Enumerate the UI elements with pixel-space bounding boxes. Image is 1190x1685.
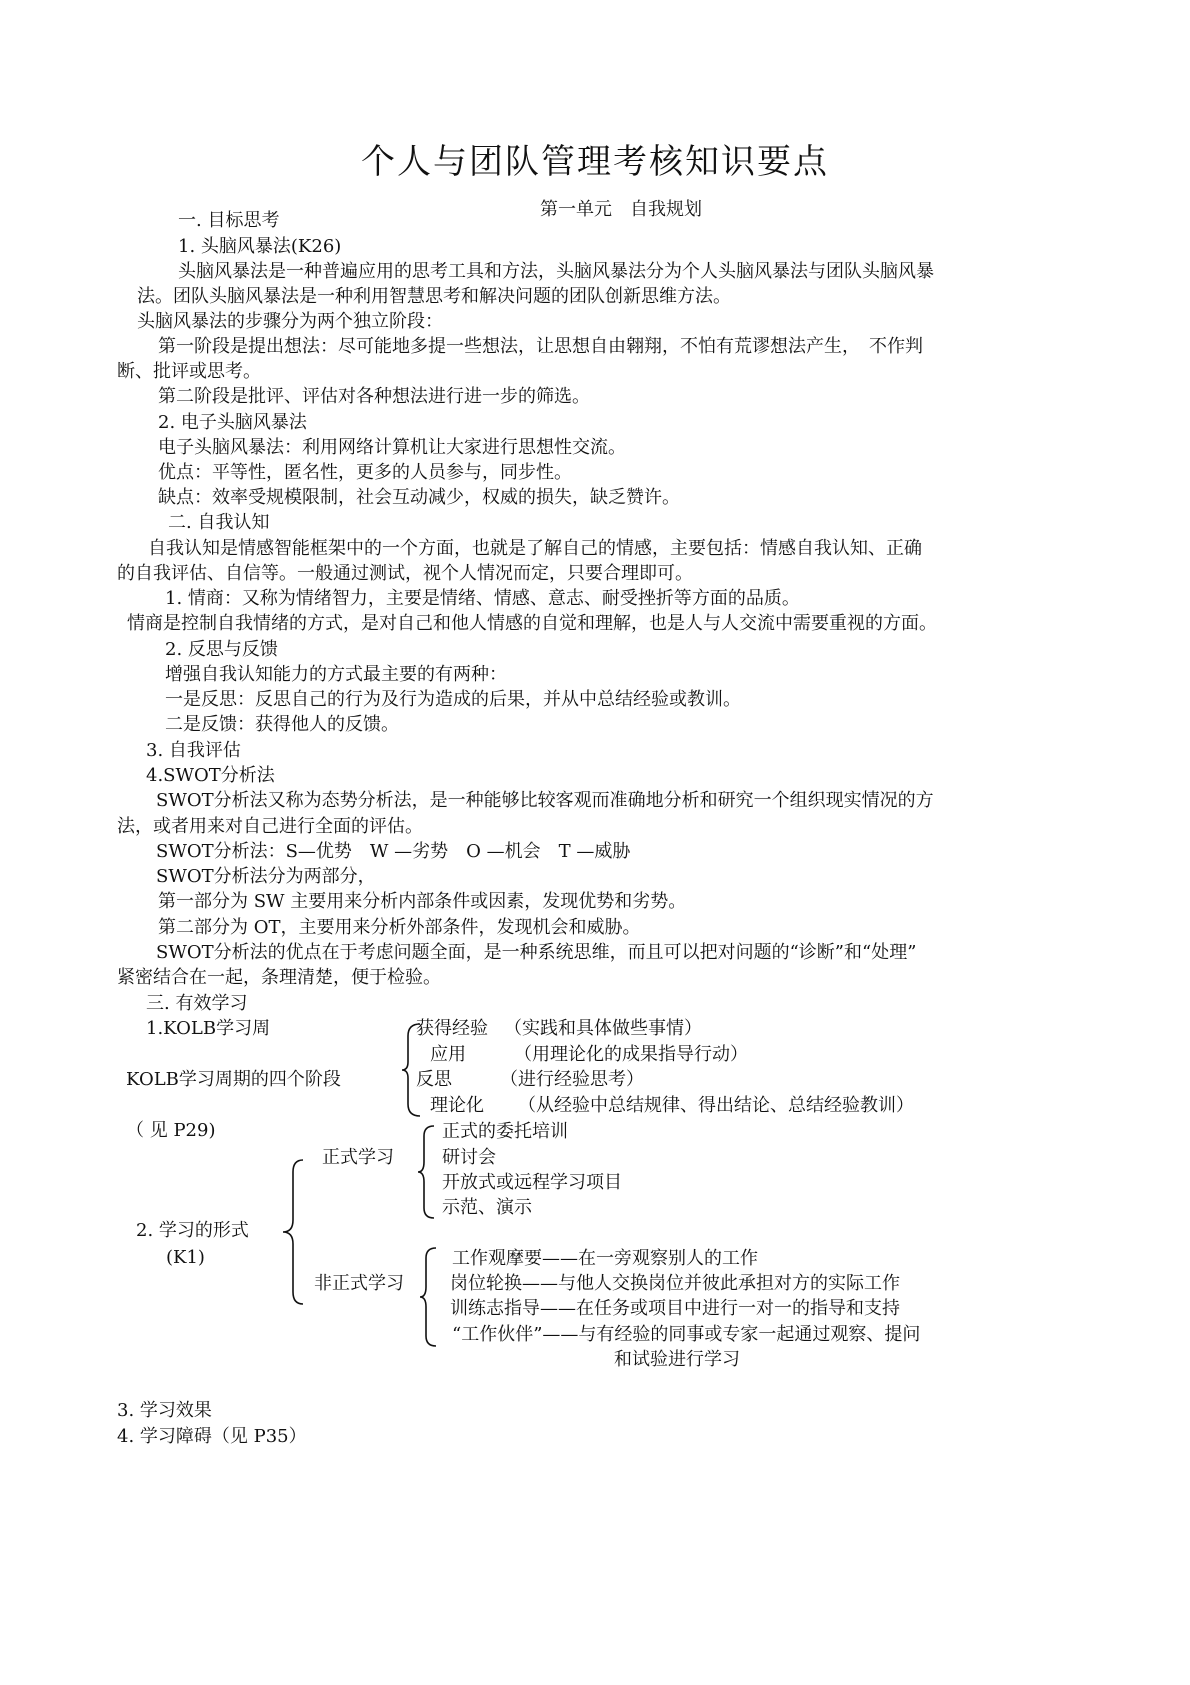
- formal-item: 研讨会: [442, 1147, 496, 1168]
- kolb-stage: 理论化: [430, 1095, 484, 1116]
- paragraph-line: SWOT分析法分为两部分，: [156, 866, 376, 887]
- section-heading: 二. 自我认知: [168, 512, 270, 533]
- section-heading: 三. 有效学习: [146, 993, 248, 1014]
- paragraph-line: 情商是控制自我情绪的方式，是对自己和他人情感的自觉和理解，也是人与人交流中需要重视的方面。: [127, 613, 937, 634]
- kolb-stage-desc: （实践和具体做些事情）: [504, 1018, 702, 1039]
- formal-brace: [418, 1124, 438, 1220]
- paragraph-line: 优点：平等性，匿名性，更多的人员参与，同步性。: [158, 462, 572, 483]
- subsection-heading: 3. 自我评估: [146, 740, 241, 761]
- paragraph-line: 一是反思：反思自己的行为及行为造成的后果，并从中总结经验或教训。: [165, 689, 741, 710]
- subsection-heading: 2. 电子头脑风暴法: [158, 412, 307, 433]
- paragraph-line: 头脑风暴法的步骤分为两个独立阶段：: [137, 311, 443, 332]
- paragraph-line: SWOT分析法：S—优势 W —劣势 O —机会 T —威胁: [156, 841, 631, 862]
- kolb-heading: 1.KOLB学习周: [146, 1018, 271, 1039]
- paragraph-line: 二是反馈：获得他人的反馈。: [165, 714, 399, 735]
- paragraph-line: 的自我评估、自信等。一般通过测试，视个人情况而定，只要合理即可。: [117, 563, 693, 584]
- kolb-label: KOLB学习周期的四个阶段: [126, 1069, 341, 1090]
- paragraph-line: 电子头脑风暴法：利用网络计算机让大家进行思想性交流。: [158, 437, 626, 458]
- paragraph-line: 第二阶段是批评、评估对各种想法进行进一步的筛选。: [158, 386, 590, 407]
- paragraph-line: SWOT分析法的优点在于考虑问题全面，是一种系统思维，而且可以把对问题的“诊断”和“处理”: [156, 942, 917, 963]
- kolb-stage: 应用: [430, 1044, 466, 1065]
- paragraph-line: 紧密结合在一起，条理清楚，便于检验。: [117, 967, 441, 988]
- kolb-reference: （ 见 P29): [126, 1120, 216, 1141]
- paragraph-line: 缺点：效率受规模限制，社会互动减少，权威的损失，缺乏赞许。: [158, 487, 680, 508]
- paragraph-line: SWOT分析法又称为态势分析法，是一种能够比较客观而准确地分析和研究一个组织现实情况的方: [156, 790, 934, 811]
- paragraph-line: 1. 情商：又称为情绪智力，主要是情绪、情感、意志、耐受挫折等方面的品质。: [165, 588, 800, 609]
- kolb-stage: 反思: [416, 1069, 452, 1090]
- paragraph-line: 断、批评或思考。: [117, 361, 261, 382]
- unit-heading: 第一单元 自我规划: [540, 199, 702, 220]
- informal-item: 岗位轮换——与他人交换岗位并彼此承担对方的实际工作: [450, 1273, 900, 1294]
- kolb-stage: 获得经验: [416, 1018, 488, 1039]
- formal-label: 正式学习: [322, 1147, 394, 1168]
- formal-item: 正式的委托培训: [442, 1121, 568, 1142]
- subsection-heading: 2. 反思与反馈: [165, 639, 278, 660]
- informal-item: 和试验进行学习: [614, 1349, 740, 1370]
- informal-item: 训练志指导——在任务或项目中进行一对一的指导和支持: [450, 1298, 900, 1319]
- informal-label: 非正式学习: [314, 1273, 404, 1294]
- informal-item: “工作伙伴”——与有经验的同事或专家一起通过观察、提问: [452, 1324, 921, 1345]
- page-title: 个人与团队管理考核知识要点: [361, 142, 829, 182]
- informal-item: 工作观摩要——在一旁观察别人的工作: [452, 1248, 758, 1269]
- section-heading: 一. 目标思考: [178, 210, 280, 231]
- subsection-heading: 4. 学习障碍（见 P35）: [117, 1426, 307, 1447]
- forms-brace: [283, 1158, 307, 1306]
- paragraph-line: 法，或者用来对自己进行全面的评估。: [117, 816, 423, 837]
- formal-item: 开放式或远程学习项目: [442, 1172, 622, 1193]
- paragraph-line: 法。团队头脑风暴法是一种利用智慧思考和解决问题的团队创新思维方法。: [137, 286, 731, 307]
- subsection-heading: 4.SWOT分析法: [146, 765, 275, 786]
- paragraph-line: 自我认知是情感智能框架中的一个方面，也就是了解自己的情感，主要包括：情感自我认知、正确: [148, 538, 922, 559]
- forms-label: 2. 学习的形式: [136, 1220, 249, 1241]
- formal-item: 示范、演示: [442, 1197, 532, 1218]
- subsection-heading: 1. 头脑风暴法(K26): [178, 236, 342, 257]
- kolb-stage-desc: （进行经验思考）: [500, 1069, 644, 1090]
- paragraph-line: 增强自我认知能力的方式最主要的有两种：: [165, 664, 507, 685]
- paragraph-line: 第一部分为 SW 主要用来分析内部条件或因素，发现优势和劣势。: [158, 891, 687, 912]
- paragraph-line: 第一阶段是提出想法：尽可能地多提一些想法，让思想自由翱翔，不怕有荒谬想法产生， 不作判: [158, 336, 923, 357]
- kolb-stage-desc: （用理论化的成果指导行动）: [514, 1044, 748, 1065]
- forms-code: (K1): [166, 1247, 205, 1268]
- subsection-heading: 3. 学习效果: [117, 1400, 212, 1421]
- informal-brace: [420, 1246, 440, 1348]
- paragraph-line: 第二部分为 OT，主要用来分析外部条件，发现机会和威胁。: [158, 917, 641, 938]
- kolb-stage-desc: （从经验中总结规律、得出结论、总结经验教训）: [518, 1095, 914, 1116]
- paragraph-line: 头脑风暴法是一种普遍应用的思考工具和方法，头脑风暴法分为个人头脑风暴法与团队头脑风暴: [178, 261, 934, 282]
